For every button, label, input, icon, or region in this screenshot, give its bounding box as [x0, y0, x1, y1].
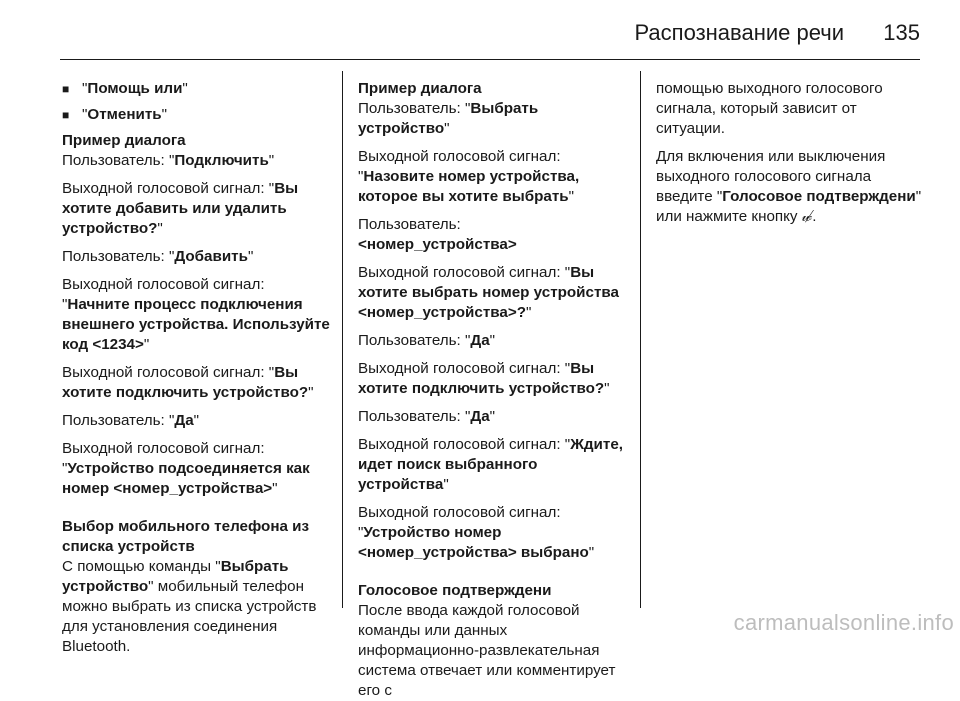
list-item	[62, 105, 334, 125]
column-2	[358, 79, 626, 701]
dialog-line: Выходной голосовой сигнал: "Вы хотите выбрать номер устройства <номер_устройства>?"	[358, 264, 619, 321]
column-1	[62, 79, 334, 665]
dialog-line: Пользователь: "Да"	[358, 332, 496, 349]
dialog-line: Пользователь: "Да"	[62, 412, 200, 429]
voice-button-icon: 𝓌̸	[801, 208, 813, 225]
dialog-line: Выходной голосовой сигнал: "Ждите, идет поиск выбранного устройства"	[358, 436, 623, 493]
dialog-line: Выходной голосовой сигнал: "Вы хотите добавить или удалить устройство?"	[62, 180, 299, 237]
list-item	[62, 79, 334, 99]
square-bullet-icon: ■	[62, 108, 70, 122]
dialog-line: Выходной голосовой сигнал: "Вы хотите подключить устройство?"	[358, 360, 610, 397]
page-header	[0, 0, 960, 62]
paragraph: помощью выходного голосового сигнала, который зависит от ситуации.	[656, 80, 883, 137]
dialog-line: Пользователь: "Выбрать устройство"	[358, 100, 539, 137]
column-divider-1	[342, 71, 343, 608]
dialog-line: Пользователь: <номер_устройства>	[358, 216, 517, 253]
paragraph: После ввода каждой голосовой команды или данных информационно-развлекательная система отвечает или комментирует его с	[358, 602, 616, 699]
section-heading: Пример диалога	[358, 80, 482, 97]
paragraph: Для включения или выключения выходного голосового сигнала введите "Голосовое подтверждени" или нажмите кнопку 𝓌̸.	[656, 148, 922, 225]
dialog-line: Пользователь: "Да"	[358, 408, 496, 425]
dialog-line: Выходной голосовой сигнал: "Устройство подсоединяется как номер <номер_устройства>"	[62, 440, 310, 497]
page-number: 135	[883, 20, 920, 45]
dialog-line: Пользователь: "Добавить"	[62, 248, 254, 265]
section-heading: Пример диалога	[62, 132, 186, 149]
dialog-line: Выходной голосовой сигнал: "Устройство номер <номер_устройства> выбрано"	[358, 504, 595, 561]
square-bullet-icon: ■	[62, 82, 70, 96]
dialog-line: Пользователь: "Подключить"	[62, 152, 275, 169]
command-text: "Отменить"	[82, 106, 168, 123]
header-divider	[60, 59, 920, 60]
watermark: carmanualsonline.info	[733, 610, 954, 635]
section-heading: Голосовое подтверждени	[358, 582, 552, 599]
dialog-line: Выходной голосовой сигнал: "Вы хотите подключить устройство?"	[62, 364, 314, 401]
section-heading: Выбор мобильного телефона из списка устройств	[62, 518, 310, 555]
column-3	[656, 79, 926, 235]
column-divider-2	[640, 71, 641, 608]
page-title: Распознавание речи	[634, 20, 844, 45]
command-text: "Помощь или"	[82, 80, 188, 97]
dialog-line: Выходной голосовой сигнал: "Назовите номер устройства, которое вы хотите выбрать"	[358, 148, 580, 205]
paragraph: С помощью команды "Выбрать устройство" мобильный телефон можно выбрать из списка устройств для установления соединения Bluetooth.	[62, 558, 317, 655]
dialog-line: Выходной голосовой сигнал: "Начните процесс подключения внешнего устройства. Используйте код <1234>"	[62, 276, 330, 353]
